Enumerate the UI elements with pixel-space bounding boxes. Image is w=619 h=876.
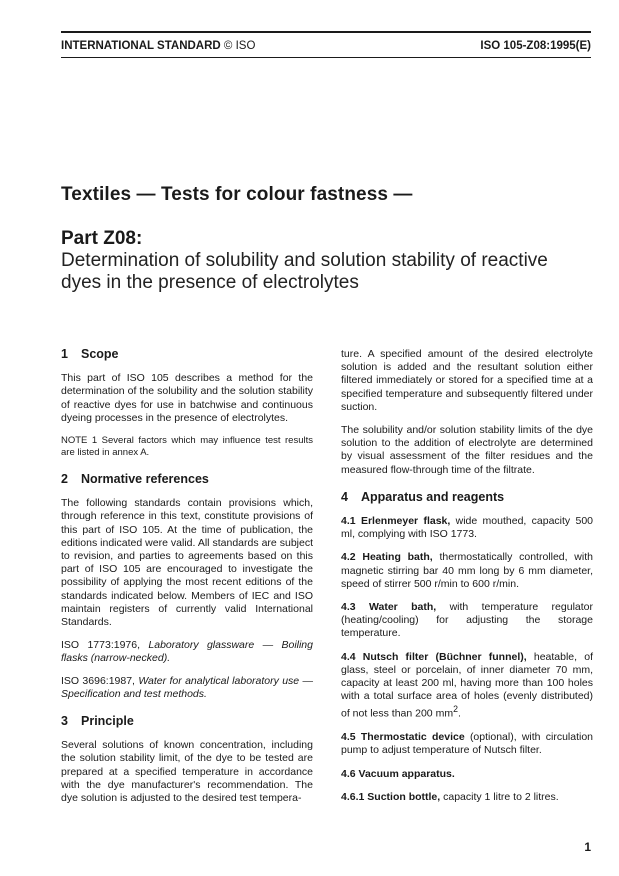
item-term: Nutsch filter (Büchner funnel), xyxy=(362,650,527,663)
principle-continuation: ture. A specified amount of the desired electrolyte solution is added and the resultant solution either filtered immediately or stored for a specified time at a specified temperature and subsequently filtered under suction. xyxy=(341,348,593,413)
item-term: Water bath, xyxy=(368,601,437,614)
item-end: . xyxy=(457,707,461,720)
item-number: 4.5 xyxy=(341,731,356,744)
section-number: 1 xyxy=(61,347,68,361)
section-heading-normative-references xyxy=(61,473,313,486)
reference-id: ISO 3696:1987, xyxy=(61,674,135,687)
references-paragraph: The following standards contain provisions which, through reference in this text, constitute provisions of this part of ISO 105. At the time of publication, the editions indicated were valid. All standards are subject to revision, and parties to agreements based on this part of ISO 105 are encouraged to investigate the possibility of applying the most recent editions of the standards indicated below. Members of IEC and ISO maintain registers of currently valid International Standards. xyxy=(61,497,313,629)
right-column xyxy=(341,348,593,814)
document-id: ISO 105-Z08:1995(E) xyxy=(480,40,591,52)
item-4-6 xyxy=(341,768,593,781)
item-term: Heating bath, xyxy=(362,551,433,564)
item-4-4 xyxy=(341,651,593,722)
part-label: Part Z08: xyxy=(61,228,143,249)
reference-iso-3696 xyxy=(61,675,313,701)
item-text: with temperature regulator (heating/cooling) for adjusting the storage temperature. xyxy=(341,601,594,640)
page-number: 1 xyxy=(584,840,591,854)
header-standard xyxy=(61,40,255,52)
item-number: 4.6 xyxy=(341,767,356,780)
principle-paragraph-2: The solubility and/or solution stability limits of the dye solution to the addition of electrolyte are determined by visual assessment of the filter residues and the measured flow-through time of the filtrate. xyxy=(341,424,593,476)
item-term: Thermostatic device xyxy=(360,731,465,744)
item-text: wide mouthed, capacity 500 ml, complying with ISO 1773. xyxy=(341,515,594,541)
reference-title: Laboratory glassware — Boiling flasks (narrow-necked). xyxy=(61,639,313,665)
item-4-5 xyxy=(341,731,593,757)
item-number: 4.1 xyxy=(341,515,356,528)
running-header xyxy=(61,40,591,52)
section-number: 3 xyxy=(61,714,68,729)
scope-note: NOTE 1 Several factors which may influence test results are listed in annex A. xyxy=(61,435,313,459)
item-4-3 xyxy=(341,601,593,641)
item-text: capacity 1 litre to 2 litres. xyxy=(443,790,559,803)
item-term: Erlenmeyer flask, xyxy=(360,515,451,528)
standard-label: INTERNATIONAL STANDARD xyxy=(61,40,221,52)
item-number: 4.6.1 xyxy=(341,790,365,803)
section-heading-principle xyxy=(61,715,313,728)
section-title: Scope xyxy=(81,347,119,361)
header-top-rule xyxy=(61,31,591,33)
section-heading-apparatus xyxy=(341,491,593,504)
item-term: Vacuum apparatus. xyxy=(358,767,455,780)
document-title: Textiles — Tests for colour fastness — xyxy=(61,184,413,205)
item-text: (optional), with circulation pump to adjust temperature of Nutsch filter. xyxy=(341,731,594,757)
document-subtitle: Determination of solubility and solution stability of reactive dyes in the presence of electrolytes xyxy=(61,250,548,293)
principle-paragraph: Several solutions of known concentration, including the solution stability limit, of the dye to be tested are prepared at a specified temperature in accordance with the dye manufacturer's recommendation. The dye solution is adjusted to the desired test tempera- xyxy=(61,739,313,805)
item-text: heatable, of glass, steel or porcelain, of inner diameter 70 mm, capacity at least 200 ml, having more than 100 holes with a total surface area of holes (evenly distributed) of not less than 200 mm xyxy=(341,650,593,720)
item-number: 4.3 xyxy=(341,601,356,614)
section-title: Principle xyxy=(81,714,134,729)
reference-id: ISO 1773:1976, xyxy=(61,639,141,652)
reference-iso-1773 xyxy=(61,639,313,665)
section-title: Apparatus and reagents xyxy=(361,489,505,504)
section-number: 4 xyxy=(341,489,348,504)
item-4-2 xyxy=(341,551,593,591)
item-number: 4.4 xyxy=(341,650,356,663)
item-text: thermostatically controlled, with magnetic stirring bar 40 mm long by 6 mm diameter, speed of stirrer 500 r/min to 600 r/min. xyxy=(341,551,593,590)
section-heading-scope xyxy=(61,348,313,361)
section-number: 2 xyxy=(61,472,68,487)
item-term: Suction bottle, xyxy=(367,790,441,803)
copyright-mark: © ISO xyxy=(223,40,256,52)
item-number: 4.2 xyxy=(341,551,356,564)
header-bottom-rule xyxy=(61,57,591,58)
superscript: 2 xyxy=(453,704,458,715)
item-4-1 xyxy=(341,515,593,541)
left-column xyxy=(61,348,313,815)
reference-title: Water for analytical laboratory use — Specification and test methods. xyxy=(61,674,313,700)
item-4-6-1 xyxy=(341,791,593,804)
section-title: Normative references xyxy=(81,472,209,487)
scope-paragraph: This part of ISO 105 describes a method for the determination of the solubility and the solution stability of reactive dyes for use in batchwise and continuous dyeing processes in the presence of electrolytes. xyxy=(61,372,313,424)
